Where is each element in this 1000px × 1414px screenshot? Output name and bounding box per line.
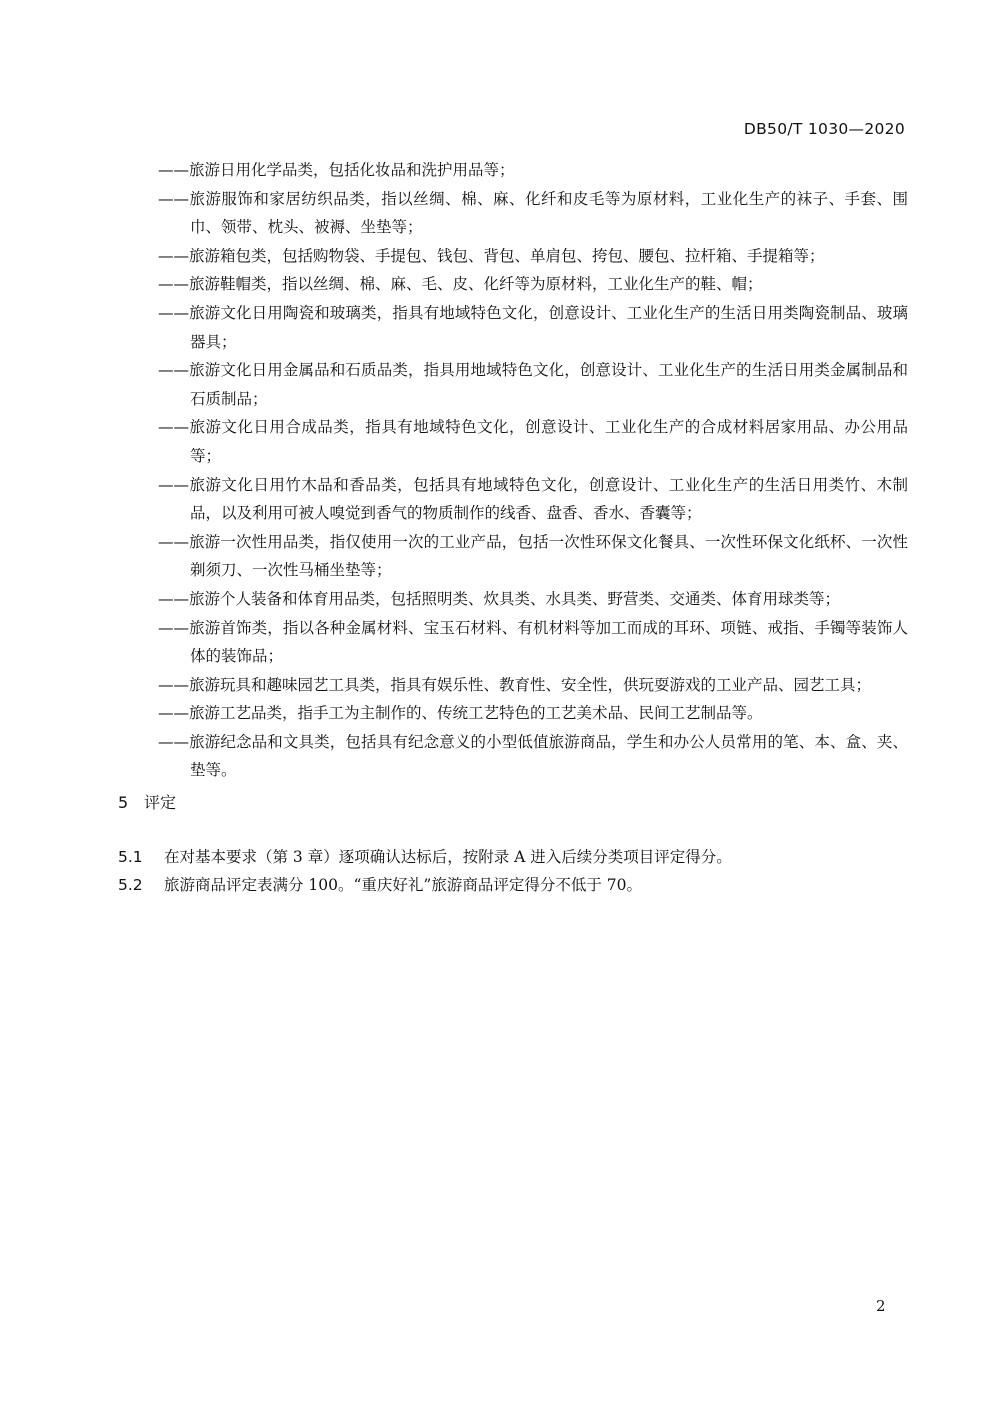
list-item: ——旅游玩具和趣味园艺工具类，指具有娱乐性、教育性、安全性，供玩耍游戏的工业产品、园艺工具； xyxy=(158,675,872,694)
clause-5-1 xyxy=(118,845,732,867)
list-item: ——旅游纪念品和文具类，包括具有纪念意义的小型低值旅游商品，学生和办公人员常用的笔、本、盒、夹、垫等。 xyxy=(158,732,908,780)
list-item: ——旅游鞋帽类，指以丝绸、棉、麻、毛、皮、化纤等为原材料，工业化生产的鞋、帽； xyxy=(158,275,763,294)
list-item: ——旅游个人装备和体育用品类，包括照明类、炊具类、水具类、野营类、交通类、体育用球类等； xyxy=(158,589,841,608)
clause-text: 在对基本要求（第 3 章）逐项确认达标后，按附录 A 进入后续分类项目评定得分。 xyxy=(164,848,732,866)
page-number: 2 xyxy=(876,1297,886,1315)
list-item: ——旅游日用化学品类，包括化妆品和洗护用品等； xyxy=(158,161,515,179)
list-item: ——旅游文化日用竹木品和香品类，包括具有地域特色文化，创意设计、工业化生产的生活日用类竹、木制品，以及利用可被人嗅觉到香气的物质制作的线香、盘香、香水、香囊等； xyxy=(158,475,908,523)
product-category-list xyxy=(158,156,908,785)
section-title: 评定 xyxy=(144,793,177,812)
clause-text: 旅游商品评定表满分 100。“重庆好礼”旅游商品评定得分不低于 70。 xyxy=(164,876,643,894)
list-item: ——旅游一次性用品类，指仅使用一次的工业产品，包括一次性环保文化餐具、一次性环保文化纸杯、一次性剃须刀、一次性马桶坐垫等； xyxy=(158,532,908,580)
list-item: ——旅游箱包类，包括购物袋、手提包、钱包、背包、单肩包、挎包、腰包、拉杆箱、手提箱等； xyxy=(158,246,825,265)
list-item: ——旅游工艺品类，指手工为主制作的、传统工艺特色的工艺美术品、民间工艺制品等。 xyxy=(158,704,763,723)
document-code: DB50/T 1030—2020 xyxy=(743,120,905,138)
list-item: ——旅游首饰类，指以各种金属材料、宝玉石材料、有机材料等加工而成的耳环、项链、戒指、手镯等装饰人体的装饰品； xyxy=(158,618,908,666)
list-item: ——旅游文化日用金属品和石质品类，指具用地域特色文化，创意设计、工业化生产的生活日用类金属制品和石质制品； xyxy=(158,361,908,408)
list-item: ——旅游文化日用合成品类，指具有地域特色文化，创意设计、工业化生产的合成材料居家用品、办公用品等； xyxy=(158,418,908,465)
clause-number: 5.1 xyxy=(118,848,143,866)
list-item: ——旅游文化日用陶瓷和玻璃类，指具有地域特色文化，创意设计、工业化生产的生活日用类陶瓷制品、玻璃器具； xyxy=(158,303,908,351)
list-item: ——旅游服饰和家居纺织品类，指以丝绸、棉、麻、化纤和皮毛等为原材料，工业化生产的袜子、手套、围巾、领带、枕头、被褥、坐垫等； xyxy=(158,189,908,237)
section-heading xyxy=(118,790,176,813)
clause-5-2 xyxy=(118,873,642,895)
clause-number: 5.2 xyxy=(118,876,143,894)
section-number: 5 xyxy=(118,793,129,812)
